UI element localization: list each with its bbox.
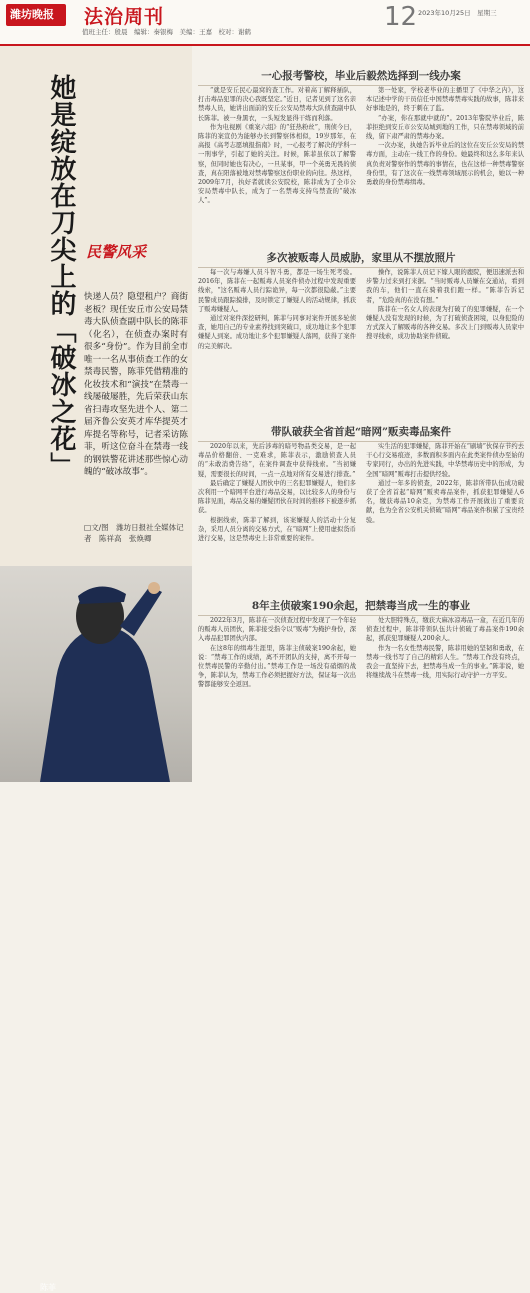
section-text: [198, 616, 356, 776]
paragraph: 一次办案，执她告诉毕业后的这位在安丘公安局的禁毒方面，主动在一线工作的身份。她最终和这么多年来认真负责对警察作的禁毒的事情在，也在这样一种禁毒警察身份里，有了这次在一线禁毒领域展示的机会，她以一种勇敢的身份禁毒缉毒。: [366, 142, 524, 187]
issue-date: 2023年10月25日 星期三: [418, 9, 497, 17]
section-text: [366, 86, 524, 242]
paragraph: 每一次与毒嫌人员斗智斗勇，都是一场生死考验。2016年，陈菲在一起贩毒人员案件侦办过程中发现重要线索，“这名贩毒人员行踪诡异，每一次都很隐蔽。”主要民警成员跟踪摸排，及时锁定了嫌疑人的活动规律，抓获了贩毒嫌疑人。: [198, 269, 356, 313]
paragraph: “就是安丘民心最窝的查工作。对着高丁解释插队，打击毒品犯罪的决心我既坚定。”近日，记者见到了这名亲禁毒人员，她讲出面前的安丘公安局禁毒大队侦查副中队长陈菲。被一身黑衣，一头短发显得干练而利落。: [198, 87, 356, 122]
paragraph: 在这8年的缉毒生涯里，陈菲主侦破案190余起，她说：“禁毒工作的成绩，离不开团队的支持，离不开每一位禁毒民警的辛勤付出。”禁毒工作是一场没有硝烟的战争，陈菲认为，禁毒工作必须把握好方法，保证每一次出警都能够安全返回。: [198, 644, 356, 689]
feature-column: [0, 46, 192, 1292]
feature-headline: 她是绽放在刀尖上的「破冰之花」: [46, 74, 76, 479]
section-text: [366, 616, 524, 776]
column-tag: 民警风采: [86, 243, 147, 261]
paragraph: 陈菲在一名女人的表现为打破了的犯罪嫌疑，在一个嫌疑人没有发现的时候，为了打破侦查困境，以身犯险的方式深入了解贩毒的各种交易。多次上门到贩毒人员家中搜寻线索，成功协助案件侦破。: [366, 305, 524, 341]
section-heading: 带队破获全省首起“暗网”贩卖毒品案件: [198, 424, 524, 442]
section-text: [198, 442, 356, 592]
paragraph: 2020年以来，先后涉毒的暗号物品类交易，是一起毒品价格翻倍、一克难求，陈菲表示，激励侦查人员的“未敢消费告络”，在案件调查中获得线索。“当初嫌疑，需要很长的时间，一点一点地对所有交易进行排查。”: [198, 443, 356, 478]
section-text: [198, 268, 356, 416]
paragraph: 第一处家，学校老毕业的主播里了《中华之内》，这本记述中学的干员信任中国禁毒禁毒实践的故事，陈菲来好事地是的，终于刺在了监。: [366, 87, 524, 113]
masthead: [0, 0, 530, 44]
page-number: 12: [384, 2, 418, 32]
paragraph: 根据线索，陈菲了解到，该案嫌疑人的活动十分复杂，采用人员分离的交易方式，在“暗网”上使用虚拟货币进行交易，这是禁毒史上非常重要的案件。: [198, 516, 356, 543]
feature-photo: [0, 566, 192, 1292]
article-body: [198, 46, 524, 782]
paragraph: 实生活的犯罪嫌疑，陈菲开始在“刷墙”伙保存节约去干心行交易痕迹，多数面积多面内在此类案件侦办至始的专家同行，办出的先进实践，中华禁毒历史中的形成，为全国“暗网”贩毒打击提供经验。: [366, 443, 524, 478]
section-text: [198, 86, 356, 242]
paragraph: 2022年3月，陈菲在一次侦查过程中发现了一个年轻的贩毒人员团伙，陈菲接受指令以“贩毒”为掩护身份，深入毒品犯罪团伙内部。: [198, 617, 356, 643]
paragraph: 通过对案件深挖研判，陈菲与同事对案件开展多轮侦查，她用自己的专业素养找到突破口，成功地让多个犯罪嫌疑人到案。成功地让多个犯罪嫌疑人落网，获得了案件的完美解决。: [198, 315, 356, 350]
feature-lead: 快递人员？隐望租户？商街老板？现任安丘市公安局禁毒大队侦查副中队长的陈菲（化名），在侦查办案时有很多“身份”。作为目前全市唯一一名从事侦查工作的女禁毒民警，陈菲凭借精准的化妆技术和“演技”在禁毒一线屡破屡胜，先后荣获山东省扫毒攻坚先进个人、第二届齐鲁公安英才库华提英才库提名等称号，记者采访陈菲，听这位奋斗在禁毒一线的钢铁警花讲述那些惊心动魄的“破冰故事”。: [84, 292, 188, 477]
photo-caption: 陈菲: [40, 1283, 56, 1292]
section-heading: 8年主侦破案190余起，把禁毒当成一生的事业: [198, 598, 524, 616]
officer-saluting-illustration: [0, 566, 192, 782]
newspaper-logo: 潍坊晚报: [6, 4, 66, 26]
paragraph: 作为一名女性禁毒民警，陈菲用她的坚韧和勇敢，在禁毒一线书写了自己的精彩人生。“禁毒工作没有终点，我会一直坚持下去，把禁毒当成一生的事业。”陈菲说，她将继续战斗在禁毒一线，用实际行动守护一方平安。: [366, 644, 524, 680]
paragraph: 通过一年多的侦查，2022年，陈菲所带队伍成功破获了全省首起“暗网”贩卖毒品案件，抓获犯罪嫌疑人6名，缴获毒品10余克，为禁毒工作开展做出了重要贡献，也为全省公安机关侦破“暗网”毒品案件积累了宝贵经验。: [366, 479, 524, 524]
editor-credits: 值班主任：殷晨 编辑：秦银梅 美编：王嘉 校对：谢鹤: [82, 28, 251, 36]
byline: □文/图 潍坊日报社全媒体记者 陈祥高 张焕卿: [84, 523, 184, 543]
page-title: 法治周刊: [84, 6, 165, 28]
paragraph: 作为电视剧《重案六组》的“狂热粉丝”，刑侦今日，陈菲的案宣仍为能够办长到警察体相似，19岁那年，在高报《高考志愿填报指南》时，一心报考了解决的学科一一刑事学，引起了她的关注。时候，陈菲虽依以了解警察，但同时她也有决心，一旦某事，甲一个英勇无畏的侦查，真在阳落被地对禁毒警察这份职业的向往。热这样，2009年7月，执好者就读公安院校，陈菲成为了全市公安局禁毒中队长，成为了一名禁毒支持鸟禁查的“破冰人”。: [198, 123, 356, 205]
paragraph: 最后确定了嫌疑人团伙中的三名犯罪嫌疑人，他们多次利用一个暗网平台进行毒品交易，以比较多人的身份与陈菲见面，毒品交易的嫌疑团伙在时间的推移下被逐步抓获。: [198, 479, 356, 515]
section-heading: 一心报考警校，毕业后毅然选择到一线办案: [198, 68, 524, 86]
section-text: [366, 268, 524, 416]
section-text: [366, 442, 524, 592]
paragraph: “办案，你在那就中就的”。2013年警院毕业后，陈菲拒绝到安丘市公安局城到地的工作，只在禁毒领域的前线，留下肃严肃的禁毒办案。: [366, 114, 524, 141]
paragraph: 操作，说陈菲人员记下嫁人眼的鹿院，便迅速派去和步警力过来到打来据。“当时贩毒人员嫌在交通站，看到我的车，他们一直在骑着我们跑一样。“陈菲告诉记者，“危险真的在没有想。”: [366, 269, 524, 304]
paragraph: 处大胆特殊点，缴获大麻冰凉毒品一盒，在近几年的侦查过程中，陈菲带领队伍共计侦破了毒品案件190余起，抓获犯罪嫌疑人200余人。: [366, 617, 524, 643]
section-heading: 多次被贩毒人员威胁，家里从不摆放照片: [198, 250, 524, 268]
